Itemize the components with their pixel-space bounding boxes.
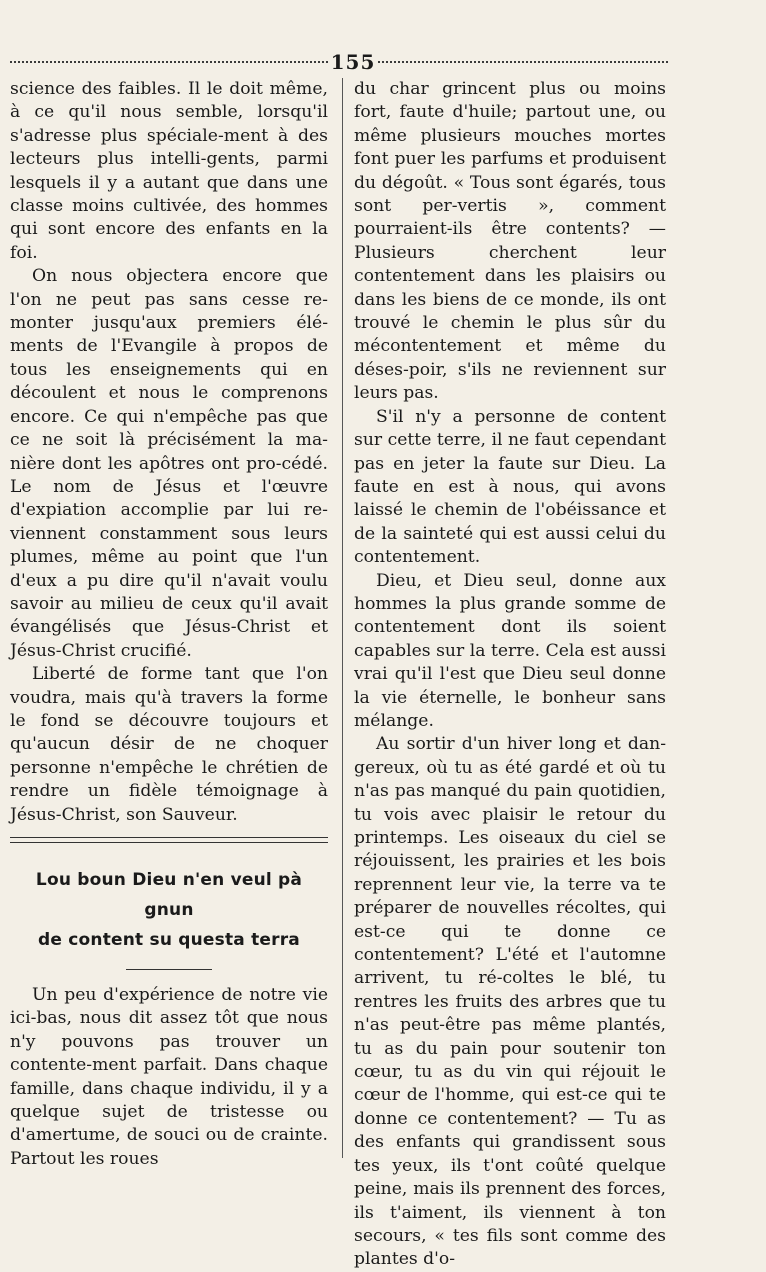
article-title (10, 865, 328, 955)
paragraph: Dieu, et Dieu seul, donne aux hommes la plus grande somme de contentement dont ils soient capables sur la terre. Cela est aussi vrai qu'il l'est que Dieu seul donne la vie éternelle, le bonheur sans mélange. (354, 570, 666, 731)
column-divider (342, 78, 343, 1158)
section-separator (10, 837, 328, 843)
left-column (10, 78, 328, 1171)
paragraph: Un peu d'expérience de notre vie ici-bas, nous dit assez tôt que nous n'y pouvons pas trouver un contente-ment parfait. Dans chaque famille, dans chaque individu, il y a quelque sujet de tristesse ou d'amertume, de souci ou de crainte. Partout les roues (10, 985, 328, 1169)
paragraph: On nous objectera encore que l'on ne peut pas sans cesse re-monter jusqu'aux premiers élé-ments de l'Evangile à propos de tous les enseignements qui en découlent et nous le comprenons encore. Ce qui n'empêche pas que ce ne soit là précisément la ma-nière dont les apôtres ont pro-cédé. Le nom de Jésus et l'œuvre d'expiation accomplie par lui re-viennent constamment sous leurs plumes, même au point que l'un d'eux a pu dire qu'il n'avait voulu savoir au milieu de ceux qu'il avait évangélisés que Jésus-Christ et Jésus-Christ crucifié. (10, 266, 328, 661)
paragraph: Liberté de forme tant que l'on voudra, mais qu'à travers la forme le fond se découvre toujours et qu'aucun désir de ne choquer personne n'empêche le chrétien de rendre un fidèle témoignage à Jésus-Christ, son Sauveur. (10, 664, 328, 825)
title-rule (126, 969, 212, 970)
right-column (354, 78, 666, 1272)
paragraph: S'il n'y a personne de content sur cette terre, il ne faut cependant pas en jeter la faute sur Dieu. La faute en est à nous, qui avons laissé le chemin de l'obéissance et de la sainteté qui est aussi celui du contentement. (354, 406, 666, 568)
article-title-line: Lou boun Dieu n'en veul pà gnun (35, 870, 303, 920)
header-rule-right (378, 61, 668, 63)
page-number: 155 (330, 50, 376, 74)
paragraph: du char grincent plus ou moins fort, faute d'huile; partout une, ou même plusieurs mouches mortes font puer les parfums et produisent du dégoût. « Tous sont égarés, tous sont per-vertis », comment pourraient-ils être contents? — Plusieurs cherchent leur contentement dans les plaisirs ou dans les biens de ce monde, ils ont trouvé le chemin le plus sûr du mécontentement et même du déses-poir, s'ils ne reviennent sur leurs pas. (354, 79, 666, 404)
paragraph: science des faibles. Il le doit même, à ce qu'il nous semble, lorsqu'il s'adresse plus spéciale-ment à des lecteurs plus intelli-gents, parmi lesquels il y a autant que dans une classe moins cultivée, des hommes qui sont encore des enfants en la foi. (10, 79, 328, 263)
header-rule-left (10, 61, 328, 63)
article-title-line: de content su questa terra (38, 930, 300, 950)
paragraph: Au sortir d'un hiver long et dan-gereux, où tu as été gardé et où tu n'as pas manqué du pain quotidien, tu vois avec plaisir le retour du printemps. Les oiseaux du ciel se réjouissent, les prairies et les bois reprennent leur vie, la terre va te préparer de nouvelles récoltes, qui est-ce qui te donne ce contentement? L'été et l'automne arrivent, tu ré-coltes le blé, tu rentres les fruits des arbres que tu n'as peut-être pas même plantés, tu as du pain pour soutenir ton cœur, tu as du vin qui réjouit le cœur de l'homme, qui est-ce qui te donne ce contentement? — Tu as des enfants qui grandissent sous tes yeux, ils t'ont coûté quelque peine, mais ils prennent des forces, ils t'aiment, ils viennent à ton secours, « tes fils sont comme des plantes d'o- (354, 734, 666, 1270)
page-header (0, 50, 766, 74)
